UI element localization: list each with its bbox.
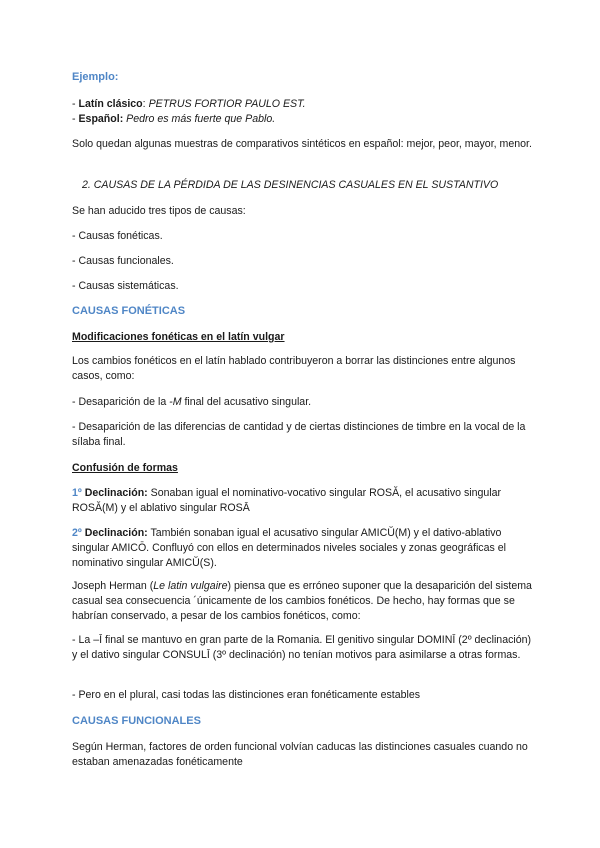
paragraph-functional: Según Herman, factores de orden funcional volvían caducas las distinciones casuales cuando no estaban amenazadas fonéticamente xyxy=(72,741,528,768)
example-heading xyxy=(72,70,532,85)
heading-phonetic-causes: CAUSAS FONÉTICAS xyxy=(72,305,186,317)
item-final-i: - La –Ī final se mantuvo en gran parte de la Romania. El genitivo singular DOMINĪ (2º declinación) y el dativo singular CONSULĪ (3º declinación) no tenían motivos para asimilarse a otras formas. xyxy=(72,634,532,661)
subheading-form-confusion: Confusión de formas xyxy=(72,462,178,474)
heading-functional-causes: CAUSAS FUNCIONALES xyxy=(72,715,201,727)
item-quantity-differences: - Desaparición de las diferencias de cantidad y de ciertas distinciones de timbre en la vocal de la sílaba final. xyxy=(72,421,526,448)
paragraph-comparatives: Solo quedan algunas muestras de comparativos sintéticos en español: mejor, peor, mayor, menor. xyxy=(72,138,532,150)
subheading-phonetic-modifications: Modificaciones fonéticas en el latín vulgar xyxy=(72,331,285,343)
item-m-disappearance: - Desaparición de la -M final del acusativo singular. xyxy=(72,396,312,408)
paragraph-herman: Joseph Herman (Le latin vulgaire) piensa que es erróneo suponer que la desaparición del sistema casual sea consecuencia ´únicamente de los cambios fonéticos. De hecho, hay formas que se habrían conservado, a pesar de los cambios fonéticos, como: xyxy=(72,580,532,622)
paragraph-first-declension: 1º Declinación: Sonaban igual el nominativo-vocativo singular ROSĂ, el acusativo singular ROSĂ(M) y el ablativo singular ROSĀ xyxy=(72,487,502,514)
item-plural: - Pero en el plural, casi todas las distinciones eran fonéticamente estables xyxy=(72,689,421,701)
paragraph-causes-intro: Se han aducido tres tipos de causas: xyxy=(72,205,246,217)
example-heading-text: Ejemplo: xyxy=(72,71,119,83)
example-latin: - Latín clásico: PETRUS FORTIOR PAULO EST. xyxy=(72,98,306,110)
paragraph-phonetic-changes: Los cambios fonéticos en el latín hablado contribuyeron a borrar las distinciones entre algunos casos, como: xyxy=(72,355,516,382)
cause-item-functional: - Causas funcionales. xyxy=(72,255,174,267)
example-list xyxy=(72,97,532,127)
cause-item-phonetic: - Causas fonéticas. xyxy=(72,230,163,242)
paragraph-second-declension: 2º Declinación: También sonaban igual el acusativo singular AMICŬ(M) y el dativo-ablativo singular AMICŌ. Confluyó con ellos en determinados niveles sociales y zonas geográficas el nominativo singular AMICŬ(S). xyxy=(72,527,506,569)
cause-item-systematic: - Causas sistemáticas. xyxy=(72,280,179,292)
example-spanish: - Español: Pedro es más fuerte que Pablo. xyxy=(72,113,276,125)
section-title-2: 2. CAUSAS DE LA PÉRDIDA DE LAS DESINENCIAS CASUALES EN EL SUSTANTIVO xyxy=(82,179,499,191)
